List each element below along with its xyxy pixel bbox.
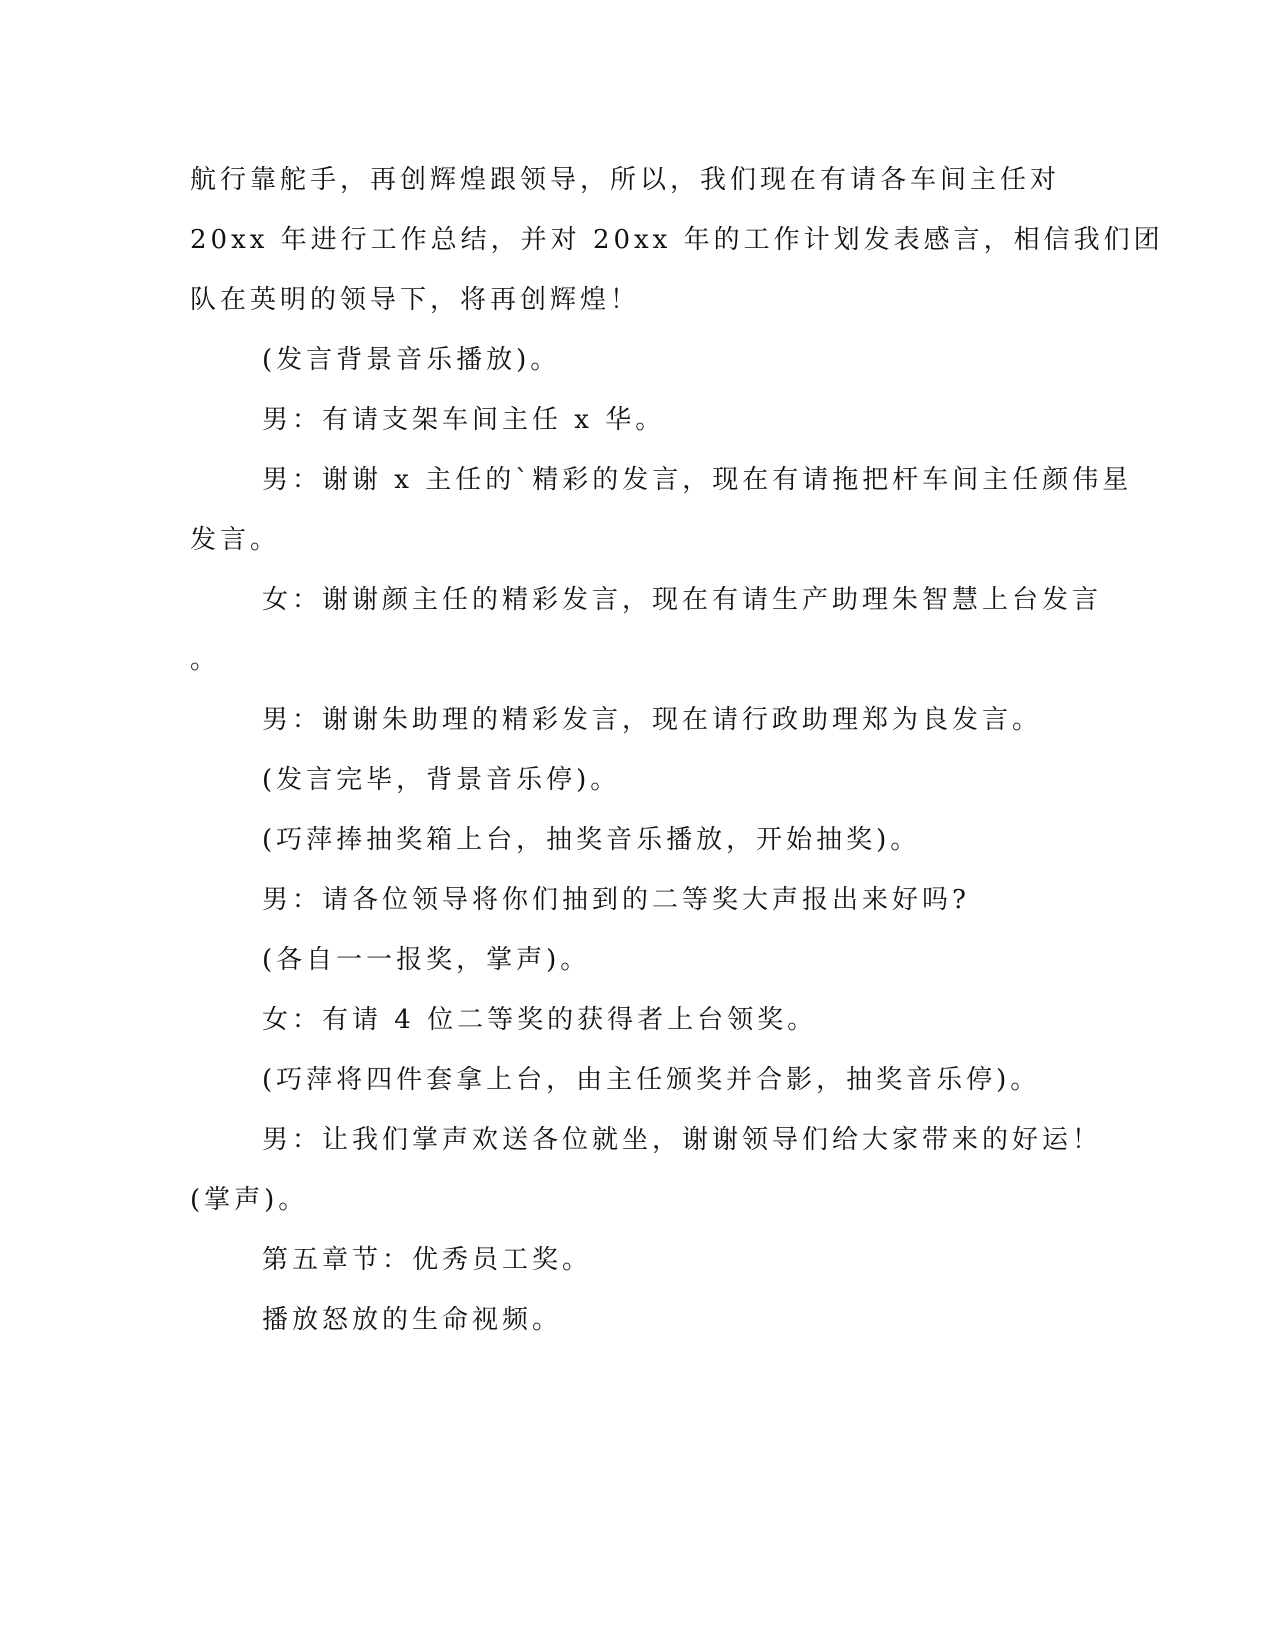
text-line: 女：谢谢颜主任的精彩发言，现在有请生产助理朱智慧上台发言 (262, 585, 1103, 615)
text-line: (各自一一报奖，掌声)。 (262, 945, 591, 975)
text-line: (巧萍将四件套拿上台，由主任颁奖并合影，抽奖音乐停)。 (262, 1065, 1041, 1095)
document-body (190, 150, 1164, 1350)
text-line: 女：有请 4 位二等奖的获得者上台领奖。 (262, 1005, 818, 1035)
text-line: 队在英明的领导下，将再创辉煌！ (190, 285, 641, 315)
text-line: 男：谢谢朱助理的精彩发言，现在请行政助理郑为良发言。 (262, 705, 1043, 735)
text-line: 20xx 年进行工作总结，并对 20xx 年的工作计划发表感言，相信我们团 (190, 225, 1164, 255)
text-line: (巧萍捧抽奖箱上台，抽奖音乐播放，开始抽奖)。 (262, 825, 921, 855)
text-line: 发言。 (190, 525, 281, 555)
text-line: 男：有请支架车间主任 x 华。 (262, 405, 666, 435)
text-line: 航行靠舵手，再创辉煌跟领导，所以，我们现在有请各车间主任对 (190, 165, 1061, 195)
text-line: (发言完毕，背景音乐停)。 (262, 765, 621, 795)
text-line: 第五章节：优秀员工奖。 (262, 1245, 593, 1275)
text-line: 播放怒放的生命视频。 (262, 1305, 563, 1335)
text-line: 男：请各位领导将你们抽到的二等奖大声报出来好吗? (262, 885, 970, 915)
text-line: (掌声)。 (190, 1185, 309, 1215)
text-line: (发言背景音乐播放)。 (262, 345, 561, 375)
text-line: 男：谢谢 x 主任的`精彩的发言，现在有请拖把杆车间主任颜伟星 (262, 465, 1133, 495)
text-line: 男：让我们掌声欢送各位就坐，谢谢领导们给大家带来的好运！ (262, 1125, 1103, 1155)
text-line: 。 (190, 645, 221, 675)
